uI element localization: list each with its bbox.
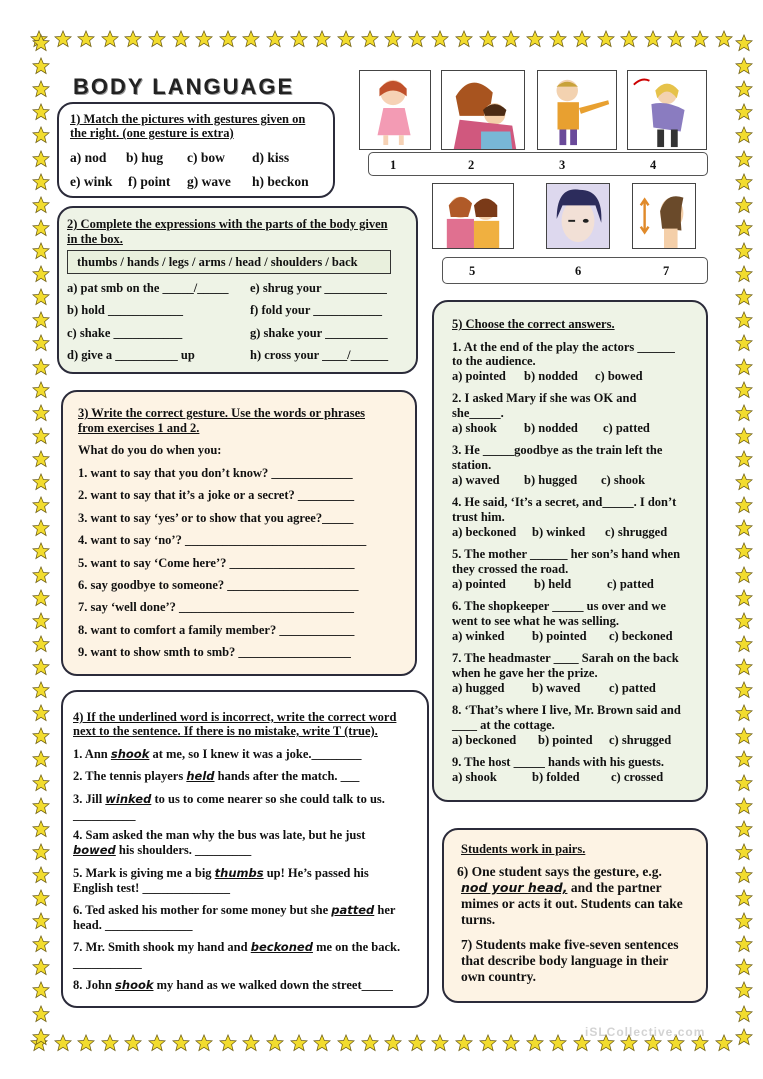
ex5-q6-option-a: a) winked (452, 629, 505, 643)
star-decoration-icon (735, 866, 753, 884)
picture-6-wink (546, 183, 610, 249)
ex5-q3: 3. He _____goodbye as the train left the (452, 443, 663, 457)
star-decoration-icon (735, 473, 753, 491)
star-decoration-icon (526, 1034, 544, 1052)
ex5-q6-cont: went to see what he was selling. (452, 614, 620, 628)
gesture-c: c) bow (187, 150, 225, 165)
picture-number-5: 5 (469, 264, 476, 278)
star-decoration-icon (32, 103, 50, 121)
ex3-item-1: 1. want to say that you don’t know? _____________ (78, 466, 353, 480)
ex5-q8-option-b: b) pointed (538, 733, 593, 747)
star-decoration-icon (735, 935, 753, 953)
ex5-q6-option-b: b) pointed (532, 629, 587, 643)
star-decoration-icon (735, 958, 753, 976)
underlined-word: thumbs (214, 866, 264, 880)
ex2-item-c: c) shake ___________ (67, 326, 183, 340)
ex5-q5-option-c: c) patted (607, 577, 654, 591)
star-decoration-icon (620, 30, 638, 48)
ex5-q9-option-a: a) shook (452, 770, 497, 784)
star-decoration-icon (735, 404, 753, 422)
star-decoration-icon (455, 1034, 473, 1052)
page-title: BODY LANGUAGE (73, 74, 295, 99)
star-decoration-icon (148, 1034, 166, 1052)
gesture-g: g) wave (187, 174, 231, 189)
star-decoration-icon (735, 843, 753, 861)
star-decoration-icon (219, 30, 237, 48)
star-decoration-icon (502, 1034, 520, 1052)
star-decoration-icon (735, 80, 753, 98)
underlined-word: shook (110, 747, 150, 761)
ex4-instruction-2: next to the sentence. If there is no mistake, write T (true). (73, 724, 378, 738)
ex5-q8-cont: ____ at the cottage. (452, 718, 555, 732)
ex5-q8: 8. ‘That’s where I live, Mr. Brown said and (452, 703, 681, 717)
ex2-item-f: f) fold your ___________ (250, 303, 383, 317)
ex4-sentence-5: 5. Mark is giving me a big thumbs up! He’s passed his (73, 866, 369, 880)
ex2-item-e: e) shrug your __________ (250, 281, 387, 295)
star-decoration-icon (408, 30, 426, 48)
star-decoration-icon (32, 126, 50, 144)
star-decoration-icon (32, 381, 50, 399)
star-decoration-icon (735, 727, 753, 745)
star-decoration-icon (549, 30, 567, 48)
ex5-q6-option-c: c) beckoned (609, 629, 673, 643)
star-decoration-icon (597, 30, 615, 48)
star-decoration-icon (32, 1028, 50, 1046)
ex5-q7: 7. The headmaster ____ Sarah on the back (452, 651, 679, 665)
star-decoration-icon (735, 427, 753, 445)
ex5-q2: 2. I asked Mary if she was OK and (452, 391, 637, 405)
star-decoration-icon (32, 1005, 50, 1023)
picture-7-nod (632, 183, 696, 249)
star-decoration-icon (242, 1034, 260, 1052)
speaking-task-6-line3: mimes or acts it out. Students can take (461, 896, 683, 911)
star-decoration-icon (32, 80, 50, 98)
star-decoration-icon (32, 727, 50, 745)
ex5-q3-option-a: a) waved (452, 473, 500, 487)
star-decoration-icon (735, 981, 753, 999)
underlined-word: held (186, 769, 215, 783)
ex2-item-g: g) shake your __________ (250, 326, 388, 340)
star-decoration-icon (667, 30, 685, 48)
ex5-q2-option-c: c) patted (603, 421, 650, 435)
star-decoration-icon (148, 30, 166, 48)
ex2-item-h: h) cross your ____/______ (250, 348, 389, 362)
ex5-q1-option-b: b) nodded (524, 369, 578, 383)
star-decoration-icon (195, 30, 213, 48)
ex4-sentence-8: 8. John shook my hand as we walked down the street_____ (73, 978, 393, 992)
ex5-q2-option-b: b) nodded (524, 421, 578, 435)
star-decoration-icon (735, 542, 753, 560)
star-decoration-icon (735, 1005, 753, 1023)
star-decoration-icon (32, 774, 50, 792)
ex4-sentence-2: 2. The tennis players held hands after the match. ___ (73, 769, 360, 783)
star-decoration-icon (32, 542, 50, 560)
picture-number-6: 6 (575, 264, 582, 278)
star-decoration-icon (431, 1034, 449, 1052)
star-decoration-icon (573, 30, 591, 48)
star-decoration-icon (32, 889, 50, 907)
star-decoration-icon (735, 334, 753, 352)
ex5-q3-option-b: b) hugged (524, 473, 578, 487)
ex3-item-4: 4. want to say ‘no’? _____________________________ (78, 533, 367, 547)
picture-number-4: 4 (650, 158, 657, 172)
star-decoration-icon (644, 30, 662, 48)
ex5-q5-option-a: a) pointed (452, 577, 506, 591)
star-decoration-icon (32, 173, 50, 191)
star-decoration-icon (32, 958, 50, 976)
ex3-item-3: 3. want to say ‘yes’ or to show that you agree?_____ (78, 511, 354, 525)
ex5-q9-option-c: c) crossed (611, 770, 664, 784)
star-decoration-icon (124, 30, 142, 48)
border-left (30, 34, 52, 1046)
star-decoration-icon (313, 30, 331, 48)
gesture-a: a) nod (70, 150, 107, 165)
ex2-item-a: a) pat smb on the _____/_____ (67, 281, 229, 295)
gesture-e: e) wink (70, 174, 113, 189)
star-decoration-icon (32, 450, 50, 468)
ex4-sentence-7-blank: ___________ (73, 956, 142, 970)
star-decoration-icon (735, 635, 753, 653)
ex2-item-d: d) give a __________ up (67, 348, 195, 362)
star-decoration-icon (735, 288, 753, 306)
star-decoration-icon (479, 30, 497, 48)
star-decoration-icon (735, 126, 753, 144)
star-decoration-icon (32, 519, 50, 537)
gesture-d: d) kiss (252, 150, 290, 165)
ex3-instruction-2: from exercises 1 and 2. (78, 421, 200, 435)
ex5-q2-option-a: a) shook (452, 421, 497, 435)
star-decoration-icon (32, 843, 50, 861)
speaking-task-7-line3: own country. (461, 969, 537, 984)
ex5-q9-option-b: b) folded (532, 770, 580, 784)
star-decoration-icon (32, 242, 50, 260)
star-decoration-icon (32, 334, 50, 352)
border-top (30, 28, 733, 50)
star-decoration-icon (735, 912, 753, 930)
star-decoration-icon (32, 866, 50, 884)
watermark: iSLCollective.com (585, 1025, 706, 1039)
star-decoration-icon (735, 57, 753, 75)
star-decoration-icon (735, 797, 753, 815)
star-decoration-icon (735, 519, 753, 537)
star-decoration-icon (54, 1034, 72, 1052)
ex5-q7-option-b: b) waved (532, 681, 581, 695)
star-decoration-icon (502, 30, 520, 48)
star-decoration-icon (32, 658, 50, 676)
ex4-sentence-1: 1. Ann shook at me, so I knew it was a joke.________ (73, 747, 362, 761)
underlined-word: shook (115, 978, 154, 992)
star-decoration-icon (219, 1034, 237, 1052)
star-decoration-icon (735, 658, 753, 676)
ex5-q1-option-c: c) bowed (595, 369, 643, 383)
star-decoration-icon (124, 1034, 142, 1052)
ex5-q3-option-c: c) shook (601, 473, 646, 487)
star-decoration-icon (337, 30, 355, 48)
gesture-h: h) beckon (252, 174, 309, 189)
star-decoration-icon (32, 288, 50, 306)
star-decoration-icon (735, 750, 753, 768)
border-right (733, 34, 755, 1046)
star-decoration-icon (313, 1034, 331, 1052)
speaking-task-7: 7) Students make five-seven sentences (461, 937, 679, 952)
numbers-bar-top (368, 152, 708, 176)
ex4-sentence-7: 7. Mr. Smith shook my hand and beckoned me on the back. (73, 940, 401, 954)
star-decoration-icon (32, 935, 50, 953)
star-decoration-icon (735, 311, 753, 329)
star-decoration-icon (32, 496, 50, 514)
star-decoration-icon (735, 681, 753, 699)
underlined-word: beckoned (250, 940, 313, 954)
speaking-heading: Students work in pairs. (461, 842, 586, 856)
ex5-q2-cont: she_____. (452, 406, 504, 420)
star-decoration-icon (735, 612, 753, 630)
star-decoration-icon (735, 103, 753, 121)
underlined-word: winked (105, 792, 152, 806)
ex5-q4-option-c: c) shrugged (605, 525, 668, 539)
ex5-q7-option-a: a) hugged (452, 681, 505, 695)
ex4-sentence-6-cont: head. ______________ (73, 918, 193, 932)
ex4-sentence-6: 6. Ted asked his mother for some money but she patted her (73, 903, 396, 917)
star-decoration-icon (32, 820, 50, 838)
star-decoration-icon (32, 57, 50, 75)
star-decoration-icon (479, 1034, 497, 1052)
speaking-task-7-line2: that describe body language in their (461, 953, 669, 968)
star-decoration-icon (735, 820, 753, 838)
ex3-item-6: 6. say goodbye to someone? _____________________ (78, 578, 359, 592)
gesture-b: b) hug (126, 150, 164, 165)
star-decoration-icon (735, 34, 753, 52)
ex5-q1: 1. At the end of the play the actors ______ (452, 340, 675, 354)
ex4-sentence-4-cont: bowed his shoulders. _________ (73, 843, 252, 857)
star-decoration-icon (32, 612, 50, 630)
star-decoration-icon (715, 30, 733, 48)
star-decoration-icon (735, 219, 753, 237)
star-decoration-icon (32, 566, 50, 584)
star-decoration-icon (32, 704, 50, 722)
star-decoration-icon (172, 1034, 190, 1052)
ex5-q8-option-c: c) shrugged (609, 733, 672, 747)
speaking-task-6-cont: nod your head, and the partner (461, 880, 662, 895)
ex5-q1-cont: to the audience. (452, 354, 536, 368)
star-decoration-icon (549, 1034, 567, 1052)
picture-5-kiss (432, 183, 514, 249)
star-decoration-icon (77, 1034, 95, 1052)
star-decoration-icon (32, 34, 50, 52)
ex3-item-9: 9. want to show smth to smb? __________________ (78, 645, 351, 659)
picture-3-point (537, 70, 617, 150)
star-decoration-icon (32, 797, 50, 815)
star-decoration-icon (32, 219, 50, 237)
ex5-q4-option-b: b) winked (532, 525, 586, 539)
star-decoration-icon (32, 265, 50, 283)
star-decoration-icon (32, 311, 50, 329)
picture-number-2: 2 (468, 158, 475, 172)
star-decoration-icon (361, 1034, 379, 1052)
gesture-f: f) point (128, 174, 171, 189)
picture-number-3: 3 (559, 158, 566, 172)
star-decoration-icon (32, 150, 50, 168)
ex4-sentence-4: 4. Sam asked the man why the bus was late, but he just (73, 828, 366, 842)
star-decoration-icon (32, 912, 50, 930)
ex4-instruction-1: 4) If the underlined word is incorrect, write the correct word (73, 710, 397, 724)
star-decoration-icon (32, 750, 50, 768)
star-decoration-icon (735, 265, 753, 283)
ex3-question: What do you do when you: (78, 443, 222, 457)
ex2-item-b: b) hold ____________ (67, 303, 183, 317)
star-decoration-icon (384, 30, 402, 48)
ex4-sentence-3-blank: __________ (73, 808, 136, 822)
star-decoration-icon (735, 150, 753, 168)
ex5-q3-cont: station. (452, 458, 492, 472)
star-decoration-icon (735, 589, 753, 607)
picture-number-7: 7 (663, 264, 670, 278)
ex3-item-2: 2. want to say that it’s a joke or a secret? _________ (78, 488, 355, 502)
star-decoration-icon (735, 1028, 753, 1046)
ex5-q4: 4. He said, ‘It’s a secret, and_____. I don’t (452, 495, 677, 509)
star-decoration-icon (735, 242, 753, 260)
star-decoration-icon (77, 30, 95, 48)
star-decoration-icon (195, 1034, 213, 1052)
ex5-q5-option-b: b) held (534, 577, 572, 591)
ex1-instruction-2: the right. (one gesture is extra) (70, 126, 234, 140)
example-phrase: nod your head, (461, 880, 568, 895)
star-decoration-icon (32, 635, 50, 653)
ex5-q4-cont: trust him. (452, 510, 505, 524)
ex3-instruction-1: 3) Write the correct gesture. Use the words or phrases (78, 406, 365, 420)
star-decoration-icon (337, 1034, 355, 1052)
star-decoration-icon (735, 381, 753, 399)
star-decoration-icon (408, 1034, 426, 1052)
star-decoration-icon (32, 981, 50, 999)
ex3-item-5: 5. want to say ‘Come here’? ____________________ (78, 556, 355, 570)
ex4-sentence-5-cont: English test! ______________ (73, 881, 230, 895)
star-decoration-icon (54, 30, 72, 48)
star-decoration-icon (290, 30, 308, 48)
star-decoration-icon (32, 473, 50, 491)
star-decoration-icon (526, 30, 544, 48)
star-decoration-icon (32, 404, 50, 422)
ex5-q9: 9. The host _____ hands with his guests. (452, 755, 664, 769)
ex5-q1-option-a: a) pointed (452, 369, 506, 383)
ex5-q7-option-c: c) patted (609, 681, 656, 695)
star-decoration-icon (361, 30, 379, 48)
picture-number-1: 1 (390, 158, 397, 172)
ex1-instruction-1: 1) Match the pictures with gestures given on (70, 112, 306, 126)
star-decoration-icon (384, 1034, 402, 1052)
star-decoration-icon (290, 1034, 308, 1052)
star-decoration-icon (266, 1034, 284, 1052)
star-decoration-icon (735, 450, 753, 468)
star-decoration-icon (101, 1034, 119, 1052)
ex2-instruction-2: in the box. (67, 232, 123, 246)
star-decoration-icon (32, 196, 50, 214)
star-decoration-icon (455, 30, 473, 48)
ex2-instruction-1: 2) Complete the expressions with the parts of the body given (67, 217, 388, 231)
speaking-task-6: 6) One student says the gesture, e.g. (457, 864, 662, 879)
star-decoration-icon (735, 173, 753, 191)
star-decoration-icon (735, 496, 753, 514)
ex5-q5-cont: they crossed the road. (452, 562, 569, 576)
picture-2-hug (441, 70, 525, 150)
star-decoration-icon (32, 681, 50, 699)
speaking-task-6-line4: turns. (461, 912, 496, 927)
ex3-item-8: 8. want to comfort a family member? ____________ (78, 623, 355, 637)
ex5-q8-option-a: a) beckoned (452, 733, 517, 747)
underlined-word: patted (331, 903, 375, 917)
star-decoration-icon (101, 30, 119, 48)
ex5-q4-option-a: a) beckoned (452, 525, 517, 539)
star-decoration-icon (691, 30, 709, 48)
star-decoration-icon (431, 30, 449, 48)
star-decoration-icon (735, 566, 753, 584)
star-decoration-icon (266, 30, 284, 48)
star-decoration-icon (32, 358, 50, 376)
star-decoration-icon (735, 774, 753, 792)
ex3-item-7: 7. say ‘well done’? ____________________________ (78, 600, 355, 614)
picture-4-bow-woman (627, 70, 707, 150)
ex5-q5: 5. The mother ______ her son’s hand when (452, 547, 681, 561)
ex5-q7-cont: when he gave her the prize. (452, 666, 598, 680)
picture-1-girl-bow (359, 70, 431, 150)
ex5-q6: 6. The shopkeeper _____ us over and we (452, 599, 666, 613)
star-decoration-icon (242, 30, 260, 48)
star-decoration-icon (735, 358, 753, 376)
ex5-instruction: 5) Choose the correct answers. (452, 317, 615, 331)
ex2-word-box: thumbs / hands / legs / arms / head / shoulders / back (67, 250, 391, 274)
star-decoration-icon (735, 889, 753, 907)
star-decoration-icon (32, 589, 50, 607)
underlined-word: bowed (73, 843, 116, 857)
star-decoration-icon (715, 1034, 733, 1052)
star-decoration-icon (735, 704, 753, 722)
star-decoration-icon (735, 196, 753, 214)
ex4-sentence-3: 3. Jill winked to us to come nearer so she could talk to us. (73, 792, 385, 806)
star-decoration-icon (32, 427, 50, 445)
star-decoration-icon (172, 30, 190, 48)
